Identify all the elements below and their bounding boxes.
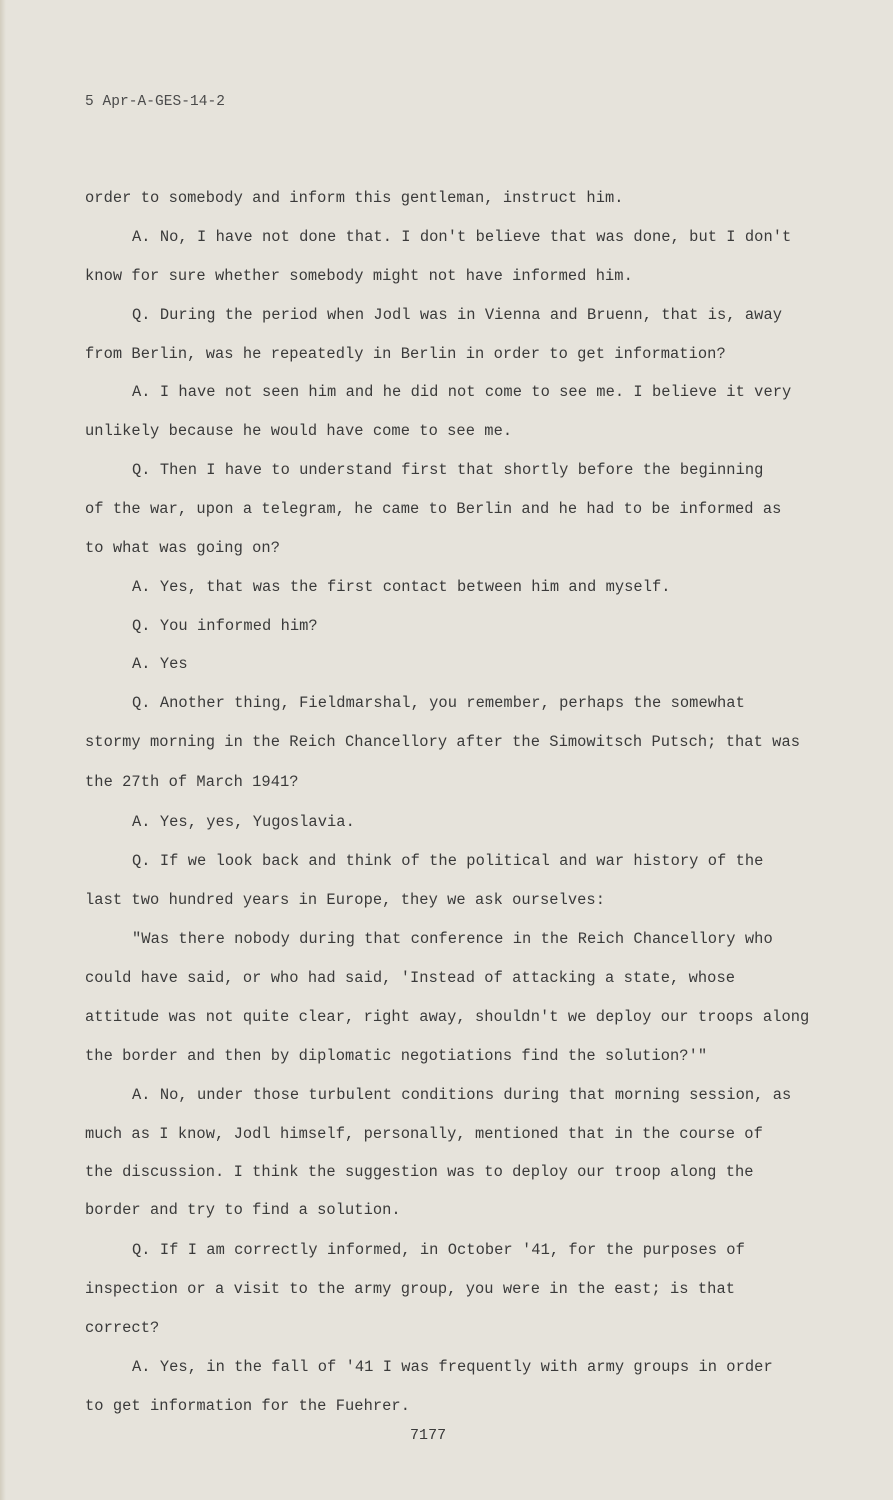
text-line: the 27th of March 1941? (85, 773, 299, 791)
text-line: Q. Another thing, Fieldmarshal, you remember, perhaps the somewhat (132, 694, 745, 712)
text-line: could have said, or who had said, 'Instead of attacking a state, whose (85, 969, 736, 987)
text-line: Q. During the period when Jodl was in Vienna and Bruenn, that is, away (132, 306, 783, 324)
text-line: attitude was not quite clear, right away, shouldn't we deploy our troops along (85, 1008, 810, 1026)
text-line: the border and then by diplomatic negotiations find the solution?'" (85, 1047, 708, 1065)
text-line: the discussion. I think the suggestion was to deploy our troop along the (85, 1163, 754, 1181)
text-line: Q. Then I have to understand first that shortly before the beginning (132, 461, 764, 479)
text-line: Q. If we look back and think of the political and war history of the (132, 852, 764, 870)
page-number: 7177 (410, 1427, 447, 1444)
text-line: to get information for the Fuehrer. (85, 1397, 411, 1415)
text-line: A. No, under those turbulent conditions during that morning session, as (132, 1086, 792, 1104)
text-line: to what was going on? (85, 539, 281, 557)
text-line: inspection or a visit to the army group, you were in the east; is that (85, 1280, 736, 1298)
text-line: stormy morning in the Reich Chancellory after the Simowitsch Putsch; that was (85, 733, 801, 751)
text-line: Q. If I am correctly informed, in October '41, for the purposes of (132, 1241, 745, 1259)
text-line: know for sure whether somebody might not have informed him. (85, 267, 633, 285)
text-line: correct? (85, 1319, 160, 1337)
document-header: 5 Apr-A-GES-14-2 (85, 94, 226, 110)
text-line: from Berlin, was he repeatedly in Berlin in order to get information? (85, 345, 726, 363)
text-line: order to somebody and inform this gentleman, instruct him. (85, 189, 624, 207)
text-line: A. Yes, yes, Yugoslavia. (132, 813, 355, 831)
text-line: last two hundred years in Europe, they we ask ourselves: (85, 891, 606, 909)
text-line: A. Yes, in the fall of '41 I was frequently with army groups in order (132, 1358, 773, 1376)
text-line: A. No, I have not done that. I don't believe that was done, but I don't (132, 228, 792, 246)
text-line: of the war, upon a telegram, he came to Berlin and he had to be informed as (85, 500, 782, 518)
text-line: "Was there nobody during that conference in the Reich Chancellory who (132, 930, 773, 948)
text-line: A. Yes (132, 655, 188, 673)
text-line: A. Yes, that was the first contact between him and myself. (132, 578, 671, 596)
text-line: border and try to find a solution. (85, 1201, 401, 1219)
text-line: much as I know, Jodl himself, personally, mentioned that in the course of (85, 1125, 763, 1143)
text-line: A. I have not seen him and he did not come to see me. I believe it very (132, 383, 792, 401)
text-line: unlikely because he would have come to see me. (85, 422, 513, 440)
text-line: Q. You informed him? (132, 617, 318, 635)
